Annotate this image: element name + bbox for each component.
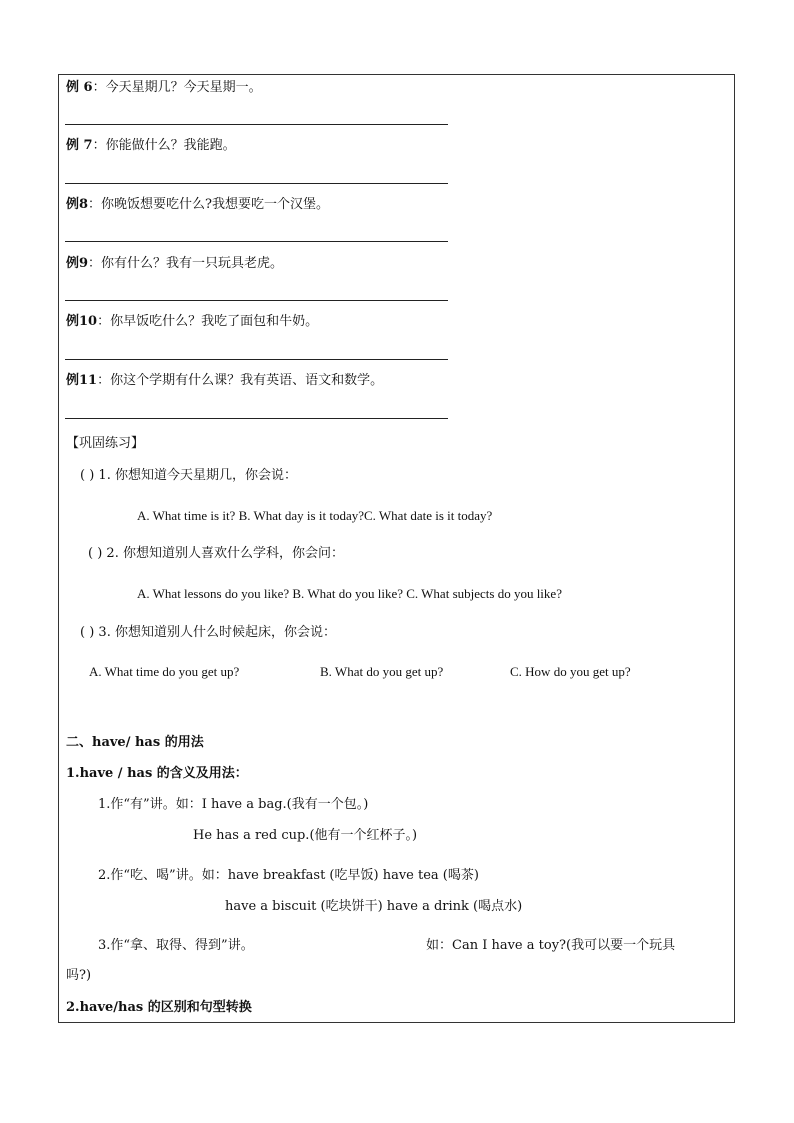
example-6 (66, 80, 262, 96)
example-text: ：你晚饭想要吃什么?我想要吃一个汉堡。 (88, 197, 330, 212)
answer-blank[interactable]: ( ) (80, 468, 95, 483)
example-label: 例 7 (66, 138, 93, 153)
question-stem: 3. 你想知道别人什么时候起床，你会说： (98, 625, 336, 640)
example-text: ：今天星期几？今天星期一。 (92, 80, 262, 95)
answer-line[interactable] (65, 183, 448, 184)
question-3-option-b: B. What do you get up? (320, 664, 444, 679)
usage-3-line-1: 3.作“拿、取得、得到”讲。 (98, 938, 254, 953)
example-label: 例11 (66, 373, 98, 388)
subsection-title-1: 1.have / has 的含义及用法： (66, 766, 248, 781)
example-9 (66, 256, 283, 272)
example-label: 例 6 (66, 80, 93, 95)
answer-line[interactable] (65, 359, 448, 360)
usage-3-example: 如：Can I have a toy?(我可以要一个玩具 (426, 938, 676, 953)
example-label: 例9 (66, 256, 89, 271)
question-stem: 2. 你想知道别人喜欢什么学科，你会问： (106, 546, 344, 561)
practice-heading: 【巩固练习】 (66, 436, 145, 451)
subsection-title-2: 2.have/has 的区别和句型转换 (66, 1000, 252, 1015)
section-title: 二、have/ has 的用法 (66, 735, 204, 750)
example-8 (66, 197, 329, 213)
example-7 (66, 138, 236, 154)
answer-line[interactable] (65, 241, 448, 242)
answer-line[interactable] (65, 300, 448, 301)
usage-2-line-2: have a biscuit (吃块饼干) have a drink (喝点水) (225, 899, 523, 914)
usage-2-line-1: 2.作“吃、喝”讲。如：have breakfast (吃早饭) have tea (喝茶) (98, 868, 479, 883)
question-1-options: A. What time is it? B. What day is it today?C. What date is it today? (137, 508, 493, 523)
question-2-options: A. What lessons do you like? B. What do you like? C. What subjects do you like? (137, 586, 562, 601)
answer-line[interactable] (65, 418, 448, 419)
question-3 (80, 625, 336, 641)
example-text: ：你这个学期有什么课？我有英语、语文和数学。 (97, 373, 384, 388)
usage-1-line-2: He has a red cup.(他有一个红杯子。) (193, 828, 418, 843)
example-label: 例10 (66, 314, 98, 329)
answer-blank[interactable]: ( ) (80, 625, 95, 640)
question-1 (80, 468, 297, 484)
question-3-option-c: C. How do you get up? (510, 664, 631, 679)
question-3-option-a: A. What time do you get up? (89, 664, 240, 679)
example-11 (66, 373, 383, 389)
example-10 (66, 314, 318, 330)
usage-3-line-2: 吗?) (66, 968, 92, 983)
example-text: ：你有什么？我有一只玩具老虎。 (88, 256, 284, 271)
example-text: ：你早饭吃什么？我吃了面包和牛奶。 (97, 314, 319, 329)
question-stem: 1. 你想知道今天星期几，你会说： (98, 468, 297, 483)
usage-1-line-1: 1.作“有”讲。如：I have a bag.(我有一个包。) (98, 797, 369, 812)
example-label: 例8 (66, 197, 89, 212)
answer-line[interactable] (65, 124, 448, 125)
question-2 (88, 546, 344, 562)
example-text: ：你能做什么？我能跑。 (92, 138, 236, 153)
answer-blank[interactable]: ( ) (88, 546, 103, 561)
